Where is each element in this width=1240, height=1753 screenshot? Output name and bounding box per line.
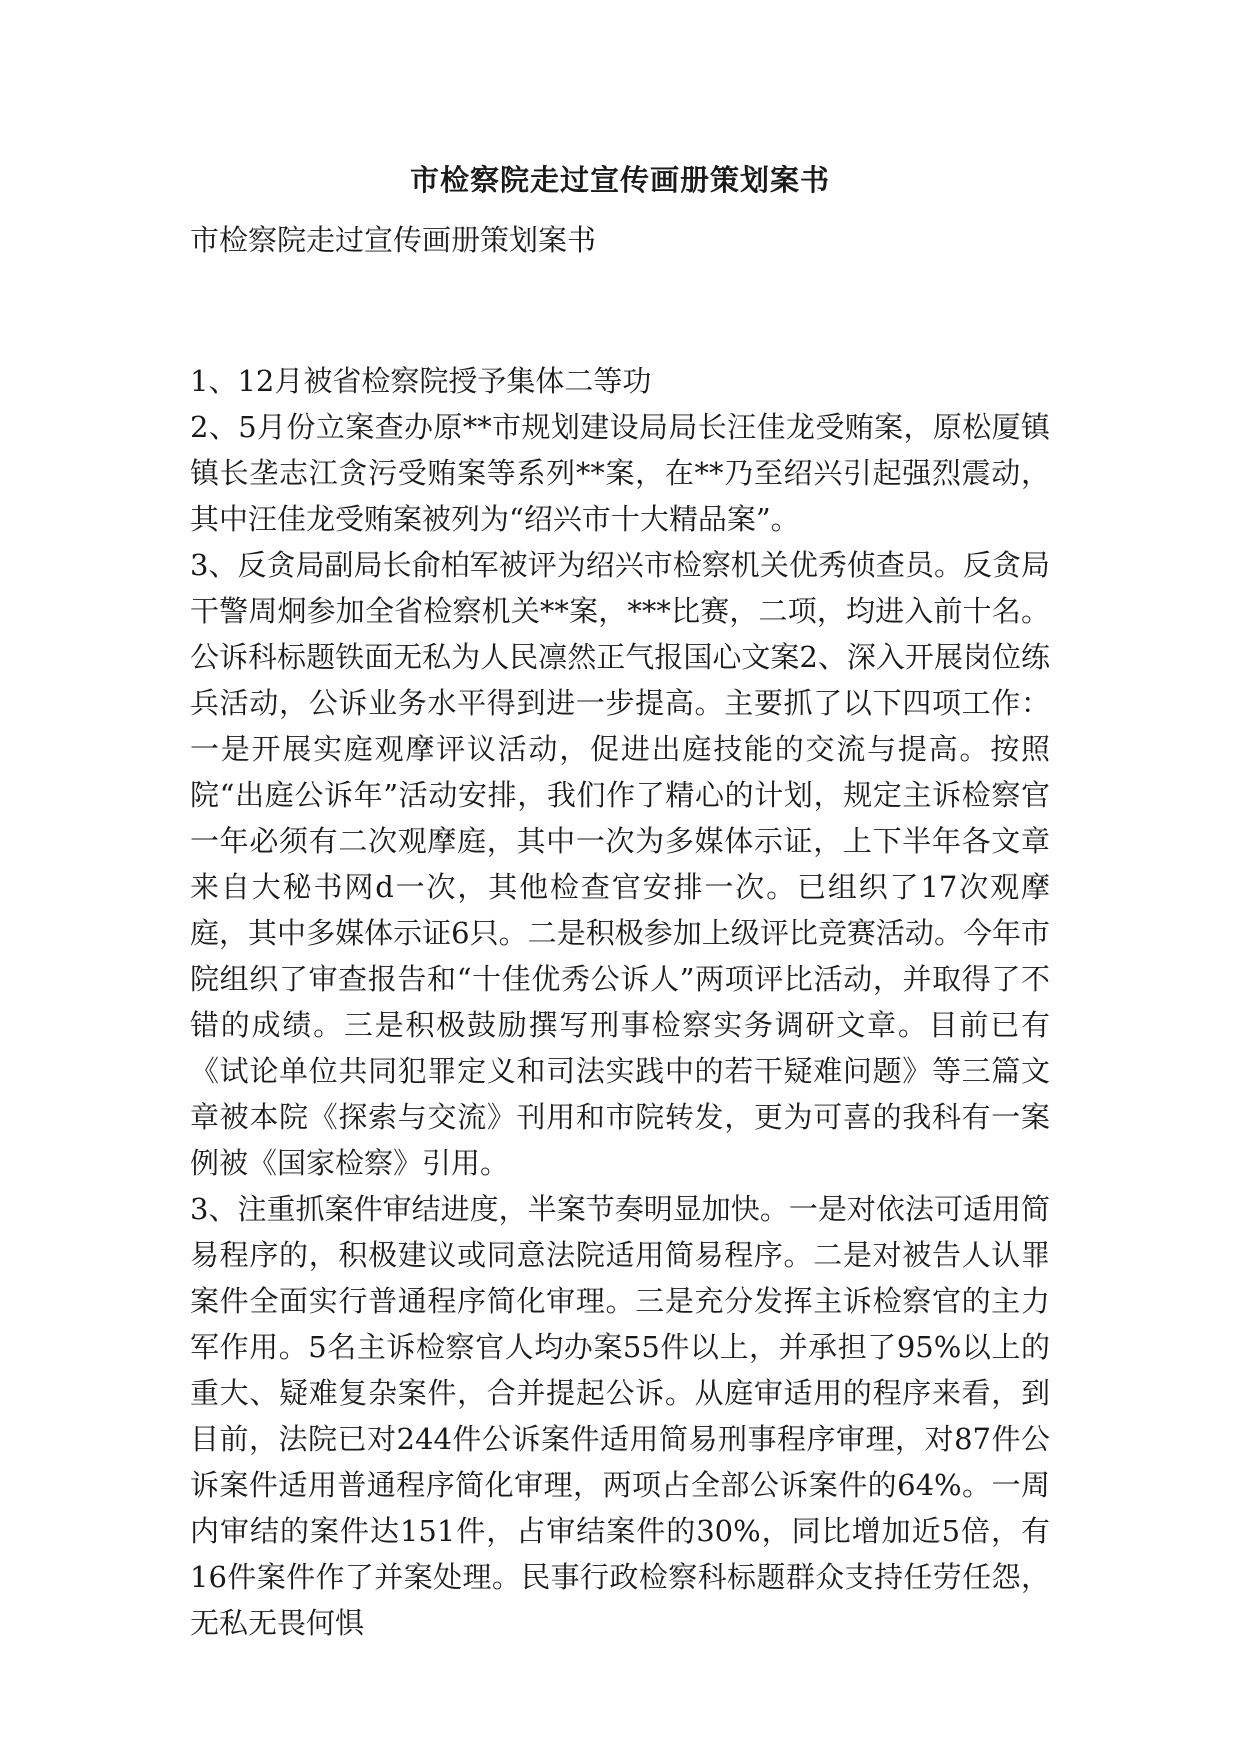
paragraph-progress: 3、注重抓案件审结进度，半案节奏明显加快。一是对依法可适用简易程序的，积极建议或同意法院适用简易程序。二是对被告人认罪案件全面实行普通程序简化审理。三是充分发挥主诉检察官的主力军作用。5名主诉检察官人均办案55件以上，并承担了95%以上的重大、疑难复杂案件，合并提起公诉。从庭审适用的程序来看，到目前，法院已对244件公诉案件适用简易刑事程序审理，对87件公诉案件适用普通程序简化审理，两项占全部公诉案件的64%。一周内审结的案件达151件，占审结案件的30%，同比增加近5倍，有16件案件作了并案处理。民事行政检察科标题群众支持任劳任怨，无私无畏何惧 bbox=[190, 1192, 1050, 1640]
document-subtitle: 市检察院走过宣传画册策划案书 bbox=[190, 223, 597, 257]
document-body bbox=[190, 358, 1050, 1646]
paragraph-cases: 2、5月份立案查办原**市规划建设局局长汪佳龙受贿案，原松厦镇镇长垄志江贪污受贿案等系列**案，在**乃至绍兴引起强烈震动，其中汪佳龙受贿案被列为“绍兴市十大精品案”。 bbox=[190, 410, 1050, 536]
paragraph-investigators: 3、反贪局副局长俞柏军被评为绍兴市检察机关优秀侦查员。反贪局干警周炯参加全省检察机关**案，***比赛，二项，均进入前十名。公诉科标题铁面无私为人民凛然正气报国心文案2、深入开展岗位练兵活动，公诉业务水平得到进一步提高。主要抓了以下四项工作：一是开展实庭观摩评议活动，促进出庭技能的交流与提高。按照院“出庭公诉年”活动安排，我们作了精心的计划，规定主诉检察官一年必须有二次观摩庭，其中一次为多媒体示证，上下半年各文章来自大秘书网d一次，其他检查官安排一次。已组织了17次观摩庭，其中多媒体示证6只。二是积极参加上级评比竞赛活动。今年市院组织了审查报告和“十佳优秀公诉人”两项评比活动，并取得了不错的成绩。三是积极鼓励撰写刑事检察实务调研文章。目前已有《试论单位共同犯罪定义和司法实践中的若干疑难问题》等三篇文章被本院《探索与交流》刊用和市院转发，更为可喜的我科有一案例被《国家检察》引用。 bbox=[190, 548, 1050, 1180]
document-title: 市检察院走过宣传画册策划案书 bbox=[409, 163, 830, 197]
paragraph-award: 1、12月被省检察院授予集体二等功 bbox=[190, 364, 652, 398]
